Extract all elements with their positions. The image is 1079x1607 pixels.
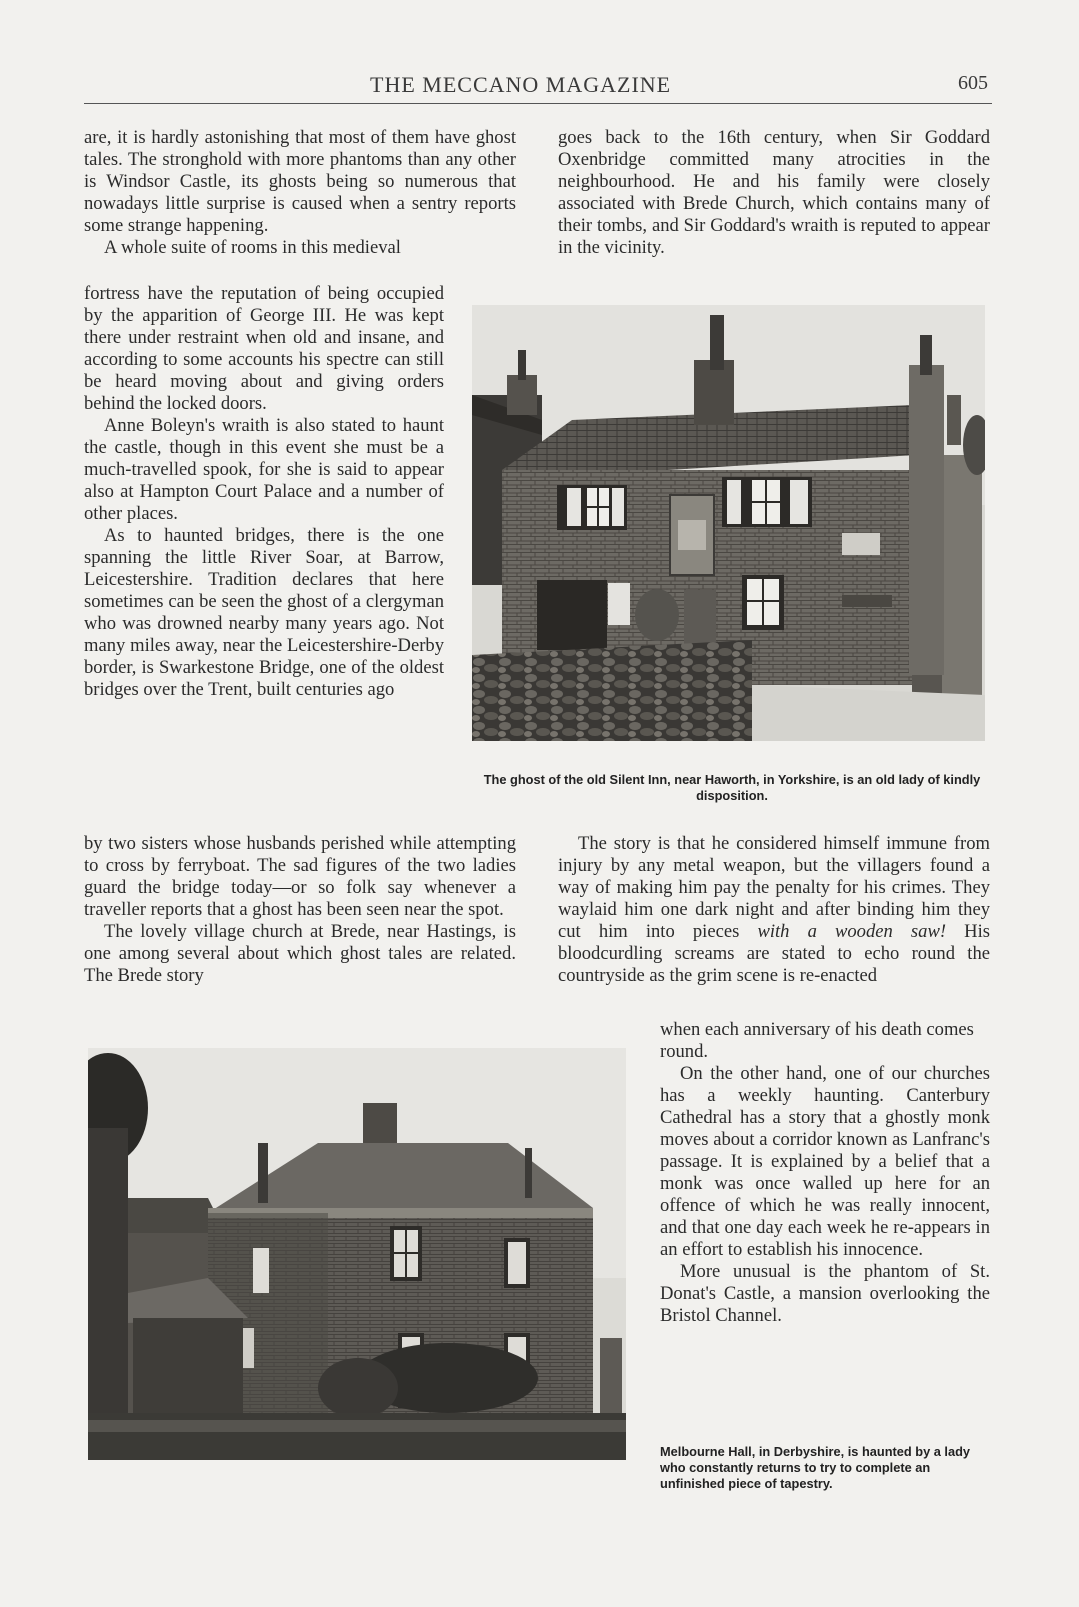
- wooden-saw-emphasis: with a wooden saw!: [757, 921, 947, 942]
- paragraph-windsor-intro: are, it is hardly astonishing that most of them have ghost tales. The stronghold with more phantoms than any other is Windsor Castle, its ghosts being so numerous that nowadays little surprise is caused when a sentry reports some strange happening.: [84, 127, 516, 236]
- left-column-top: [84, 127, 516, 259]
- paragraph-windsor-start: A whole suite of rooms in this medieval: [104, 237, 401, 258]
- silent-inn-photo: [472, 305, 985, 741]
- melbourne-hall-photo: [88, 1048, 626, 1460]
- melbourne-hall-illustration: [88, 1048, 626, 1460]
- paragraph-two-sisters: by two sisters whose husbands perished while attempting to cross by ferryboat. The sad figures of the two ladies guard the bridge today—or so folk say whenever a traveller reports that a ghost has been seen near the spot.: [84, 833, 516, 920]
- right-column-narrow: [660, 1019, 990, 1327]
- header-rule: [84, 103, 992, 104]
- page-number: 605: [958, 72, 988, 94]
- paragraph-anne-boleyn: Anne Boleyn's wraith is also stated to haunt the castle, though in this event she must be a much-travelled spook, for she is said to appear also at Hampton Court Palace and a number of other places.: [84, 415, 444, 524]
- silent-inn-illustration: [472, 305, 985, 741]
- right-column-top: [558, 127, 990, 259]
- caption-melbourne-hall: Melbourne Hall, in Derbyshire, is haunted by a lady who constantly returns to try to complete an unfinished piece of tapestry.: [660, 1444, 971, 1491]
- right-column-middle: [558, 833, 990, 987]
- paragraph-st-donats: More unusual is the phantom of St. Donat's Castle, a mansion overlooking the Bristol Channel.: [660, 1261, 990, 1326]
- caption-silent-inn: The ghost of the old Silent Inn, near Haworth, in Yorkshire, is an old lady of kindly disposition.: [483, 772, 981, 803]
- wooden-saw-text-a: The story is that he considered himself immune from injury by any metal weapon, but the villagers found a way of making him pay the penalty for his crimes. They waylaid him one dark night and after binding him they cut him into pieces: [558, 833, 990, 942]
- wooden-saw-text-b: His bloodcurdling screams are stated to echo round the countryside as the grim scene is re-enacted: [558, 921, 990, 986]
- left-column-narrow: [84, 283, 444, 701]
- paragraph-oxenbridge: goes back to the 16th century, when Sir Goddard Oxenbridge committed many atrocities in the neighbourhood. He and his family were closely associated with Brede Church, which contains many of their tombs, and Sir Goddard's wraith is reputed to appear in the vicinity.: [558, 127, 990, 258]
- paragraph-george-iii: fortress have the reputation of being occupied by the apparition of George III. He was kept there under restraint when old and insane, and according to some accounts his spectre can still be heard moving about and giving orders behind the locked doors.: [84, 283, 444, 414]
- paragraph-brede-church: The lovely village church at Brede, near Hastings, is one among several about which ghost tales are related. The Brede story: [84, 921, 516, 986]
- paragraph-haunted-bridges: As to haunted bridges, there is the one spanning the little River Soar, at Barrow, Leicestershire. Tradition declares that here sometimes can be seen the ghost of a clergyman who was drowned nearby many years ago. Not many miles away, near the Leicestershire-Derby border, is Swarkestone Bridge, one of the oldest bridges over the Trent, built centuries ago: [84, 525, 444, 700]
- paragraph-anniversary: when each anniversary of his death comes round.: [660, 1019, 974, 1062]
- paragraph-canterbury: On the other hand, one of our churches has a weekly haunting. Canterbury Cathedral has a story that a ghostly monk moves about a corridor known as Lanfranc's passage. It is explained by a belief that a monk was once walled up here for an offence of which he was really innocent, and that one day each week he re-appears in an effort to establish his innocence.: [660, 1063, 990, 1260]
- magazine-title: THE MECCANO MAGAZINE: [370, 72, 672, 97]
- left-column-bottom: [84, 833, 516, 987]
- paragraph-wooden-saw: [558, 833, 990, 987]
